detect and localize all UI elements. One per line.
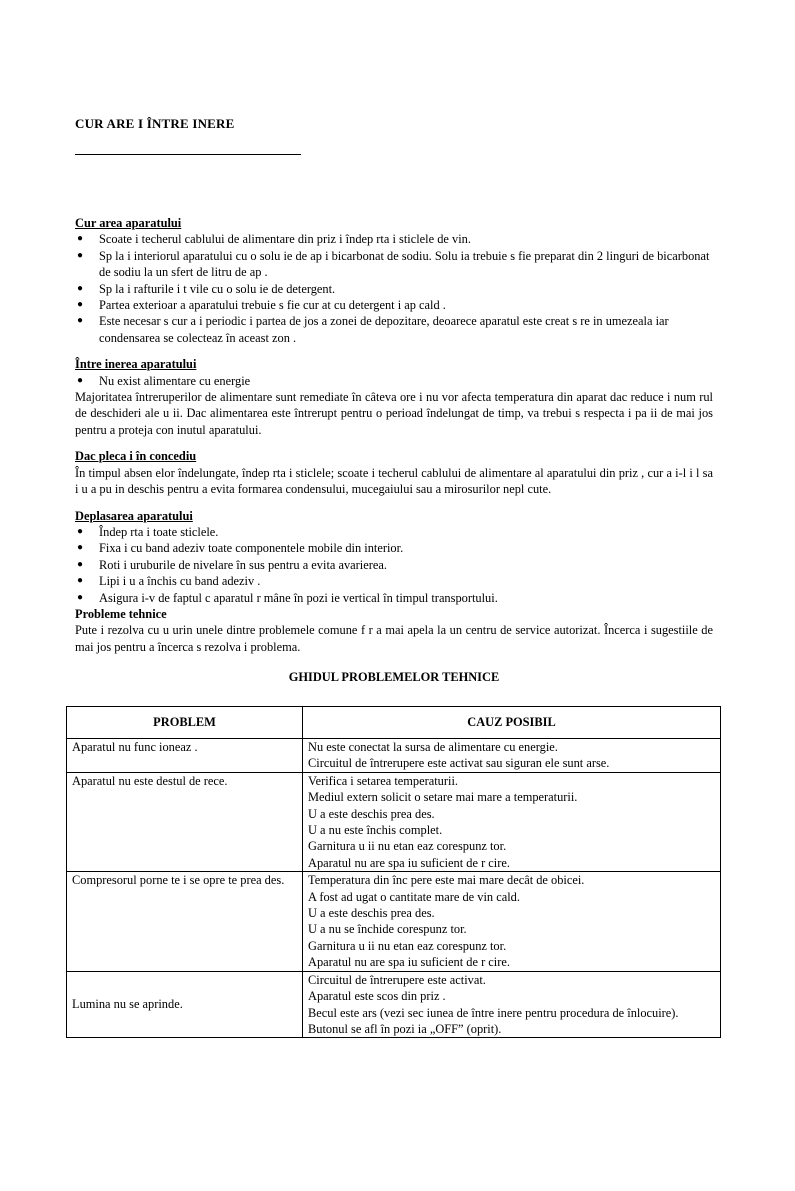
section-heading-maintenance: Între inerea aparatului <box>75 357 197 372</box>
cause-cell: Circuitul de întrerupere este activat. Aparatul este scos din priz . Becul este ars (vezi sec iunea de între inere pentru procedura de înlocuire). Butonul se afl în pozi ia „OFF” (oprit). <box>303 971 721 1038</box>
maintenance-list <box>75 373 713 389</box>
troubleshooting-table <box>66 706 721 1038</box>
table-row <box>67 772 721 871</box>
table-row <box>67 971 721 1038</box>
bullet-icon: ● <box>76 315 84 327</box>
column-header-cause: CAUZ POSIBIL <box>303 707 721 739</box>
bullet-icon: ● <box>76 525 84 537</box>
list-item: ● Fixa i cu band adeziv toate componentele mobile din interior. <box>76 541 404 556</box>
list-item: ● Roti i uruburile de nivelare în sus pentru a evita avarierea. <box>76 557 387 572</box>
list-item: ● Lipi i u a închis cu band adeziv . <box>76 574 261 589</box>
cleaning-list <box>75 231 713 346</box>
page-title: CUR ARE I ÎNTRE INERE <box>75 116 235 131</box>
cause-cell: Nu este conectat la sursa de alimentare cu energie. Circuitul de întrerupere este activat sau siguran ele sunt arse. <box>303 739 721 773</box>
section-heading-moving: Deplasarea aparatului <box>75 508 193 523</box>
moving-list <box>75 524 713 606</box>
cause-cell: Verifica i setarea temperaturii. Mediul extern solicit o setare mai mare a temperaturii. U a este deschis prea des. U a nu este închis complet. Garnitura u ii nu etan eaz corespunz tor. Aparatul nu are spa iu suficient de r cire. <box>303 772 721 871</box>
bullet-icon: ● <box>76 233 84 245</box>
cause-cell: Temperatura din înc pere este mai mare decât de obicei. A fost ad ugat o cantitate mare de vin cald. U a este deschis prea des. U a nu se închide corespunz tor. Garnitura u ii nu etan eaz corespunz tor. Aparatul nu are spa iu suficient de r cire. <box>303 872 721 971</box>
list-item: ● Sp la i rafturile i t vile cu o solu ie de detergent. <box>76 281 336 296</box>
list-item: ● Nu exist alimentare cu energie <box>76 373 251 388</box>
list-item: ● Este necesar s cur a i periodic i partea de jos a zonei de depozitare, deoarece aparatul este creat s re in umezeala iar condensarea se colecteaz în aceast zon . <box>76 314 669 345</box>
problem-cell: Lumina nu se aprinde. <box>67 971 303 1038</box>
bullet-icon: ● <box>76 299 84 311</box>
table-row <box>67 739 721 773</box>
section-heading-cleaning: Cur area aparatului <box>75 216 182 230</box>
bullet-icon: ● <box>76 591 84 603</box>
list-item: ● Îndep rta i toate sticlele. <box>76 524 219 539</box>
section-heading-vacation: Dac pleca i în concediu <box>75 449 197 464</box>
table-title: GHIDUL PROBLEMELOR TEHNICE <box>288 670 500 685</box>
table-row <box>67 872 721 971</box>
problem-cell: Aparatul nu func ioneaz . <box>67 739 303 773</box>
table-header-row <box>67 707 721 739</box>
maintenance-paragraph: Majoritatea întreruperilor de alimentare sunt remediate în câteva ore i nu vor afecta temperatura din aparat dac reduce i num rul de deschideri ale u ii. Dac alimentarea este întrerupt pentru o perioad îndelungat de timp, va trebui s respecta i pa ii de mai jos pentru a proteja con inutul aparatului. <box>75 390 713 437</box>
list-item: ● Scoate i techerul cablului de alimentare din priz i îndep rta i sticlele de vin. <box>76 232 471 247</box>
bullet-icon: ● <box>76 558 84 570</box>
bullet-icon: ● <box>76 374 84 386</box>
problems-paragraph: Pute i rezolva cu u urin unele dintre problemele comune f r a mai apela la un centru de service autorizat. Încerca i sugestiile de mai jos pentru a încerca s rezolva i problema. <box>75 623 713 654</box>
title-rule <box>75 154 301 155</box>
document-body <box>75 215 713 688</box>
list-item: ● Sp la i interiorul aparatului cu o solu ie de ap i bicarbonat de sodiu. Solu ia trebuie s fie preparat din 2 linguri de bicarbonat de sodiu la un sfert de litru de ap . <box>76 248 710 280</box>
bullet-icon: ● <box>76 282 84 294</box>
bullet-icon: ● <box>76 575 84 587</box>
problem-cell: Compresorul porne te i se opre te prea des. <box>67 872 303 971</box>
bullet-icon: ● <box>76 542 84 554</box>
vacation-paragraph: În timpul absen elor îndelungate, îndep rta i sticlele; scoate i techerul cablului de alimentare al aparatului din priz , cur a i-l i l sa i u a pu in deschis pentru a evita formarea condensului, mucegaiului sau a mirosurilor nepl cute. <box>75 465 713 497</box>
list-item: ● Asigura i-v de faptul c aparatul r mâne în pozi ie vertical în timpul transportului. <box>76 590 498 605</box>
section-heading-problems: Probleme tehnice <box>75 606 167 621</box>
bullet-icon: ● <box>76 249 84 261</box>
problem-cell: Aparatul nu este destul de rece. <box>67 772 303 871</box>
list-item: ● Partea exterioar a aparatului trebuie s fie cur at cu detergent i ap cald . <box>76 298 446 313</box>
column-header-problem: PROBLEM <box>67 707 303 739</box>
